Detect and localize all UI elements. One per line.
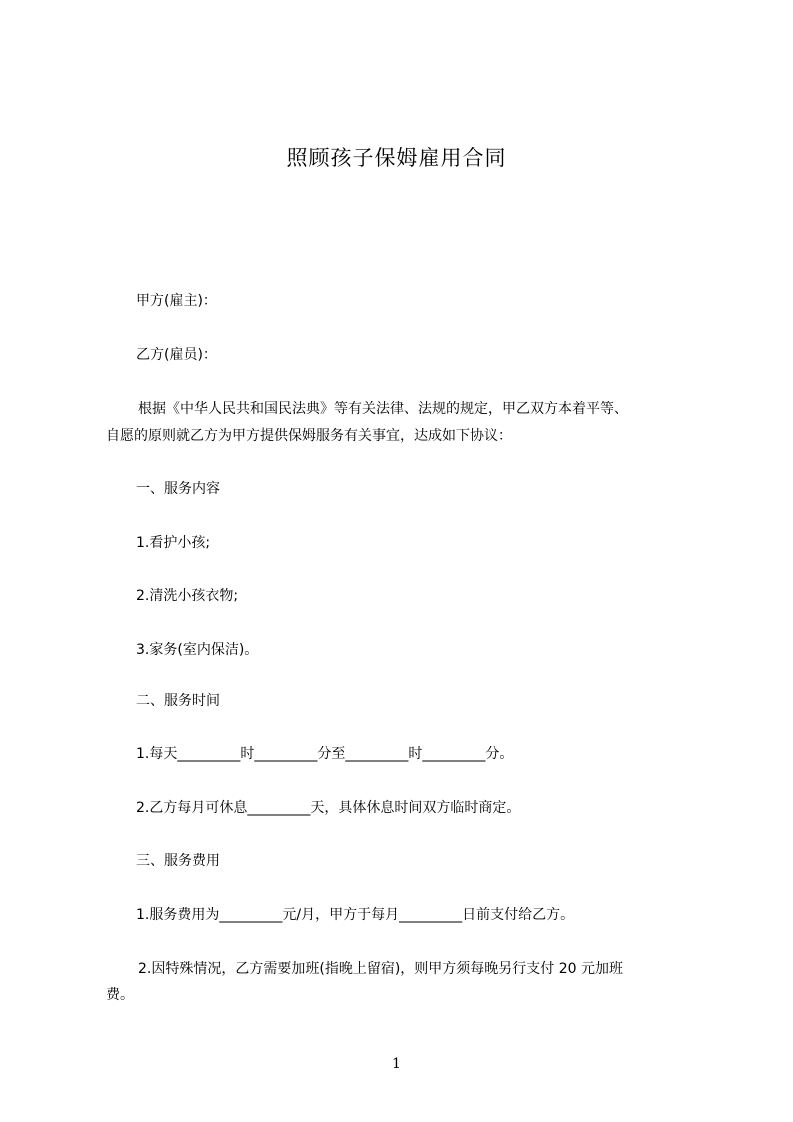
section-2-item-2: 2.乙方每月可休息_________天，具体休息时间双方临时商定。 [136, 800, 521, 816]
document-title: 照顾孩子保姆雇用合同 [286, 146, 507, 170]
section-1-item-2: 2.清洗小孩衣物; [136, 588, 239, 604]
section-3-item-1: 1.服务费用为_________元/月，甲方于每月_________日前支付给乙方。 [136, 907, 575, 923]
section-3-item-2-line-1: 2.因特殊情况，乙方需要加班(指晚上留宿)，则甲方须每晚另行支付 20 元加班 [138, 961, 623, 977]
page-number: 1 [392, 1056, 401, 1072]
preamble-line-1: 根据《中华人民共和国民法典》等有关法律、法规的规定，甲乙双方本着平等、 [138, 401, 628, 417]
section-1-item-3: 3.家务(室内保洁)。 [136, 642, 259, 658]
section-1-item-1: 1.看护小孩; [136, 535, 211, 551]
section-3-heading: 三、服务费用 [136, 853, 220, 869]
party-a-label: 甲方(雇主)： [136, 293, 217, 309]
section-3-item-2-line-2: 费。 [106, 987, 134, 1003]
section-2-heading: 二、服务时间 [136, 693, 220, 709]
preamble-line-2: 自愿的原则就乙方为甲方提供保姆服务有关事宜，达成如下协议： [106, 428, 512, 444]
section-1-heading: 一、服务内容 [136, 481, 220, 497]
party-b-label: 乙方(雇员)： [136, 347, 217, 363]
section-2-item-1: 1.每天_________时_________分至_________时_________分。 [136, 746, 514, 762]
